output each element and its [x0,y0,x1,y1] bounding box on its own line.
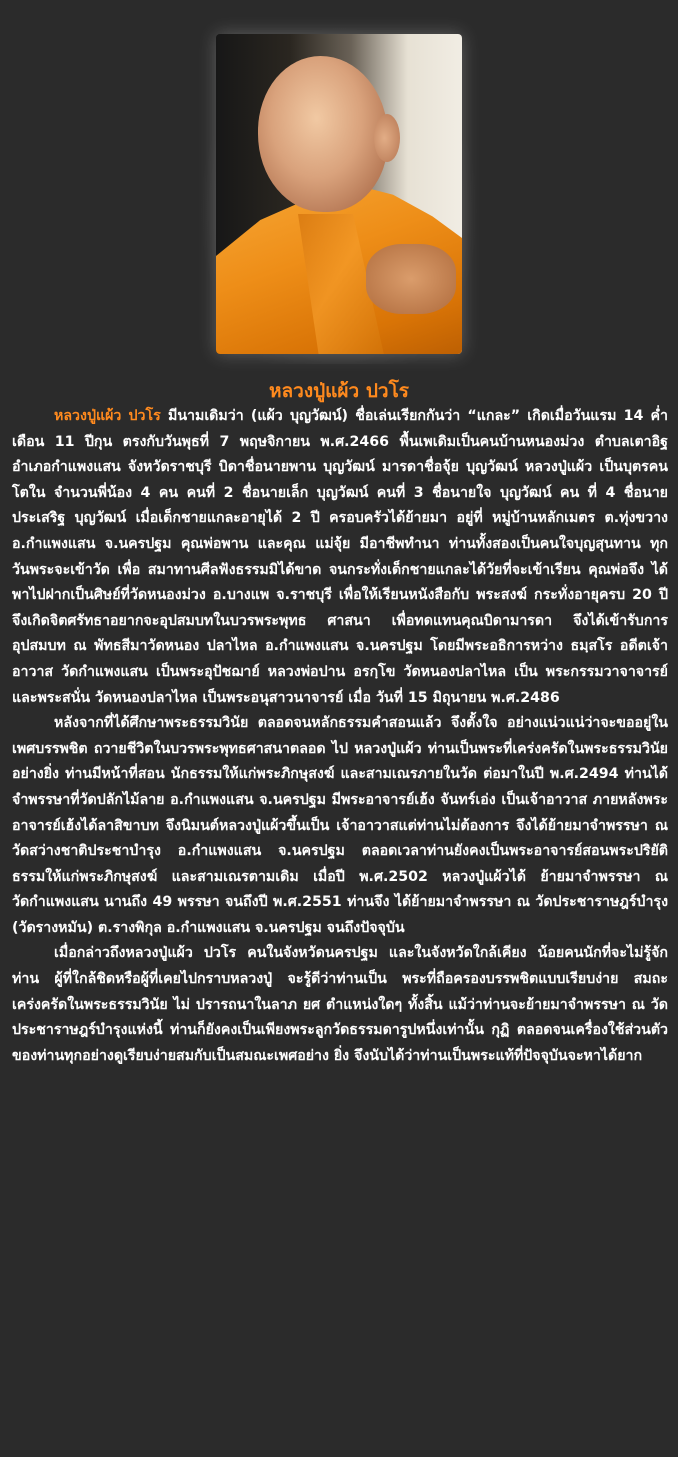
paragraph-3 [12,941,668,1069]
paragraph-1 [12,404,668,711]
monk-ear [374,114,400,162]
paragraph-2 [12,711,668,941]
paragraph-text: มีนามเดิมว่า (แผ้ว บุญวัฒน์) ชื่อเล่นเรียกกันว่า “แกละ” เกิดเมื่อวันแรม 14 ค่ำ เดือน 11 ปีกุน ตรงกับวันพุธที่ 7 พฤษจิกายน พ.ศ.2466 พื้นเพเดิมเป็นคนบ้านหนองม่วง ตำบลเตาอิฐ อำเภอกำแพงแสน จังหวัดราชบุรี บิดาชื่อนายพาน บุญวัฒน์ มารดาชื่อจุ้ย บุญวัฒน์ หลวงปู่แผ้ว เป็นบุตรคนโตใน จำนวนพี่น้อง 4 คน คนที่ 2 ชื่อนายเล็ก บุญวัฒน์ คนที่ 3 ชื่อนายใจ บุญวัฒน์ คน ที่ 4 ชื่อนายประเสริฐ บุญวัฒน์ เมื่อเด็กชายแกละอายุได้ 2 ปี ครอบครัวได้ย้ายมา อยู่ที่ หมู่บ้านหลักเมตร ต.ทุ่งขวาง อ.กำแพงแสน จ.นครปฐม คุณพ่อพาน และคุณ แม่จุ้ย มีอาชีพทำนา ท่านทั้งสองเป็นคนใจบุญสุนทาน ทุกวันพระจะเข้าวัด เพื่อ สมาทานศีลฟังธรรมมิได้ขาด จนกระทั่งเด็กชายแกละได้วัยที่จะเข้าเรียน คุณพ่อจึง ได้พาไปฝากเป็นศิษย์ที่วัดหนองม่วง อ.บางแพ จ.ราชบุรี เพื่อให้เรียนหนังสือกับ พระสงฆ์ กระทั่งอายุครบ 20 ปี จึงเกิดจิตศรัทธาอยากจะอุปสมบทในบวรพระพุทธ ศาสนา เพื่อทดแทนคุณบิดามารดา จึงได้เข้ารับการอุปสมบท ณ พัทธสีมาวัดหนอง ปลาไหล อ.กำแพงแสน จ.นครปฐม โดยมีพระอธิการหว่าง ธมฺสโร อดีตเจ้าอาวาส วัดกำแพงแสน เป็นพระอุปัชฌาย์ หลวงพ่อปาน อรกฺโข วัดหนองปลาไหล เป็น พระกรรมวาจาจารย์ และพระสนั่น วัดหนองปลาไหล เป็นพระอนุสาวนาจารย์ เมื่อ วันที่ 15 มิถุนายน พ.ศ.2486 [12,408,668,706]
monk-arm [366,244,456,314]
monk-portrait-photo [216,34,462,354]
portrait-frame [198,24,480,364]
paragraph-lead-name: หลวงปู่แผ้ว ปวโร [54,408,161,424]
article-body [12,404,668,1069]
monk-head [258,56,388,212]
paragraph-text: หลังจากที่ได้ศึกษาพระธรรมวินัย ตลอดจนหลักธรรมคำสอนแล้ว จึงตั้งใจ อย่างแน่วแน่ว่าจะขออยู่ในเพศบรรพชิต ถวายชีวิตในบวรพระพุทธศาสนาตลอด ไป หลวงปู่แผ้ว ท่านเป็นพระที่เคร่งครัดในพระธรรมวินัยอย่างยิ่ง ท่านมีหน้าที่สอน นักธรรมให้แก่พระภิกษุสงฆ์ และสามเณรภายในวัด ต่อมาในปี พ.ศ.2494 ท่านได้ จำพรรษาที่วัดปลักไม้ลาย อ.กำแพงแสน จ.นครปฐม มีพระอาจารย์เฮ้ง จันทร์เอ่ง เป็นเจ้าอาวาส ภายหลังพระอาจารย์เฮ้งได้ลาสิขาบท จึงนิมนต์หลวงปู่แผ้วขึ้นเป็น เจ้าอาวาสแต่ท่านไม่ต้องการ จึงได้ย้ายมาจำพรรษา ณ วัดสว่างชาติประชาบำรุง อ.กำแพงแสน จ.นครปฐม ตลอดเวลาท่านยังคงเป็นพระอาจารย์สอนพระปริยัติ ธรรมให้แก่พระภิกษุสงฆ์ และสามเณรตามเดิม เมื่อปี พ.ศ.2502 หลวงปู่แผ้วได้ ย้ายมาจำพรรษา ณ วัดกำแพงแสน นานถึง 49 พรรษา จนถึงปี พ.ศ.2551 ท่านจึง ได้ย้ายมาจำพรรษา ณ วัดประชาราษฎร์บำรุง (วัดรางหมัน) ต.รางพิกุล อ.กำแพงแสน จ.นครปฐม จนถึงปัจจุบัน [12,715,668,936]
paragraph-text: เมื่อกล่าวถึงหลวงปู่แผ้ว ปวโร คนในจังหวัดนครปฐม และในจังหวัดใกล้เคียง น้อยคนนักที่จะไม่รู้จักท่าน ผู้ที่ใกล้ชิดหรือผู้ที่เคยไปกราบหลวงปู่ จะรู้ดีว่าท่านเป็น พระที่ถือครองบรรพชิตแบบเรียบง่าย สมถะ เคร่งครัดในพระธรรมวินัย ไม่ ปรารถนาในลาภ ยศ ตำแหน่งใดๆ ทั้งสิ้น แม้ว่าท่านจะย้ายมาจำพรรษา ณ วัด ประชาราษฎร์บำรุงแห่งนี้ ท่านก็ยังคงเป็นเพียงพระลูกวัดธรรมดารูปหนึ่งเท่านั้น กุฏิ ตลอดจนเครื่องใช้ส่วนตัวของท่านทุกอย่างดูเรียบง่ายสมกับเป็นสมณะเพศอย่าง ยิ่ง จึงนับได้ว่าท่านเป็นพระแท้ที่ปัจจุบันจะหาได้ยาก [12,945,668,1064]
article-title: หลวงปู่แผ้ว ปวโร [269,380,409,402]
